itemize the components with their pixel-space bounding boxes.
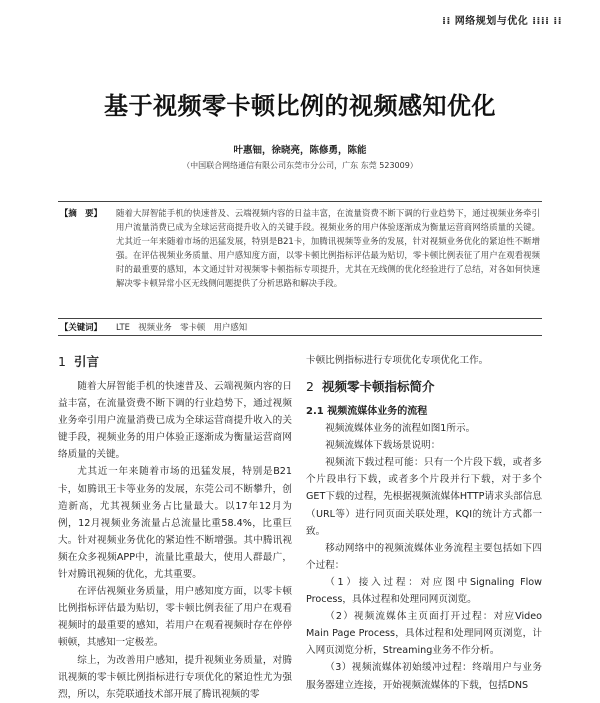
header-section-label: 网络规划与优化 [454, 16, 529, 27]
abstract-text: 随着大屏智能手机的快速普及、云端视频内容的日益丰富，在流量资费不断下调的行业趋势下，通过视频业务牵引用户流量消费已成为全球运营商提升收入的关键手段。视频业务的用户体验逐渐成为衡量运营商网络质量的关键。尤其近一年来随着市场的迅猛发展，特别是B21卡，加腾讯视频等业务的发展，针对视频业务优化的紧迫性不断增强。在评估视频业务质量、用户感知度方面，以零卡顿比例指标评估最为贴切，零卡顿比例表征了用户在观看视频时的最重要的感知，本文通过针对视频零卡顿指标专项提升，尤其在无线侧的优化经验进行了总结，对各如何快速解决零卡顿异常小区无线侧问题提供了分析思路和解决手段。 [116, 208, 540, 288]
column-left [58, 352, 292, 703]
keywords-label: 【关键词】 [60, 322, 102, 332]
keywords-bottom-rule [58, 335, 542, 336]
paper-title: 基于视频零卡顿比例的视频感知优化 [104, 92, 496, 120]
paper-authors: 叶惠钿，徐晓亮，陈修勇，陈能 [233, 145, 367, 156]
section-1-paragraph-4: 综上，为改善用户感知，提升视频业务质量，对腾讯视频的零卡顿比例指标进行专项优化的紧迫性尤为强烈，所以，东莞联通技术部开展了腾讯视频的零 [58, 654, 292, 700]
section-2-paragraph-5: （1）接入过程：对应图中Signaling Flow Process，具体过程和处理同网页浏览。 [306, 576, 542, 606]
section-2-heading [306, 379, 542, 395]
section-1-paragraph-1: 随着大屏智能手机的快速普及、云端视频内容的日益丰富，在流量资费不断下调的行业趋势下，通过视频业务牵引用户流量消费已成为全球运营商提升收入的关键手段，视频业务的用户体验正逐渐成为衡量运营商网络质量的关键。 [58, 381, 292, 461]
section-2-paragraph-1: 视频流媒体业务的流程如图1所示。 [325, 423, 476, 435]
keywords-block [60, 320, 540, 334]
section-1-number: 1 [58, 354, 66, 369]
abstract-divider-rule [58, 318, 542, 319]
section-1-paragraph-2: 尤其近一年来随着市场的迅猛发展，特别是B21卡，如腾讯王卡等业务的发展，东莞公司不断攀升，创造新高，尤其视频业务占比量最大。以17年12月为例，12月视频业务流量占总流量比重58.4%，比重巨大。针对视频业务优化的紧迫性不断增强。其中腾讯视频在众多视频APP中，流量比重最大，使用人群最广，针对腾讯视频的优化，尤其重要。 [58, 466, 292, 581]
section-1-title: 引言 [73, 354, 99, 369]
section-2-paragraph-2: 视频流媒体下载场景说明： [325, 440, 441, 452]
paper-affiliation: （中国联合网络通信有限公司东莞市分公司，广东 东莞 523009） [182, 161, 418, 170]
section-1-heading [58, 354, 292, 370]
section-2-1-heading [306, 403, 542, 420]
abstract-block [60, 206, 540, 290]
abstract-top-rule [58, 201, 542, 202]
section-2-paragraph-6: （2）视频流媒体主页面打开过程：对应Video Main Page Process，具体过程和处理同网页浏览，计入网页浏览分析，Streaming业务不作分析。 [306, 611, 542, 657]
section-1-continuation: 卡顿比例指标进行专项优化专项优化工作。 [306, 355, 489, 366]
section-2-title: 视频零卡顿指标简介 [321, 379, 435, 395]
section-2-paragraph-3: 视频流下载过程可能：只有一个片段下载，或者多个片段串行下载，或者多个片段并行下载，对于多个GET下载的过程，先根据视频流媒体HTTP请求头部信息（URL等）进行同页面关联处理，KQI的统计方式都一致。 [306, 457, 542, 537]
section-2-number: 2 [306, 379, 314, 395]
section-2-paragraph-7: （3）视频流媒体初始缓冲过程：终端用户与业务服务器建立连接，开始视频流媒体的下载，包括DNS [306, 662, 542, 691]
header-marks-left: ⁞⁞ [442, 16, 451, 27]
section-2-1-number: 2.1 [306, 406, 324, 418]
section-1-paragraph-3: 在评估视频业务质量，用户感知度方面，以零卡顿比例指标评估最为贴切，零卡顿比例表征了用户在观看视频时的最重要的感知，若用户在观看视频时存在停停顿顿，其感知一定极差。 [58, 586, 292, 649]
section-2-paragraph-4: 移动网络中的视频流媒体业务流程主要包括如下四个过程： [306, 542, 542, 571]
journal-section-header [442, 12, 562, 27]
header-marks-right: ⁞⁞⁞⁞ ⁞⁞ [532, 16, 562, 27]
keywords-text: LTE 视频业务 零卡顿 用户感知 [116, 322, 248, 332]
abstract-label: 【摘 要】 [60, 208, 102, 218]
section-2-1-title: 视频流媒体业务的流程 [327, 406, 428, 418]
column-right [306, 352, 542, 694]
